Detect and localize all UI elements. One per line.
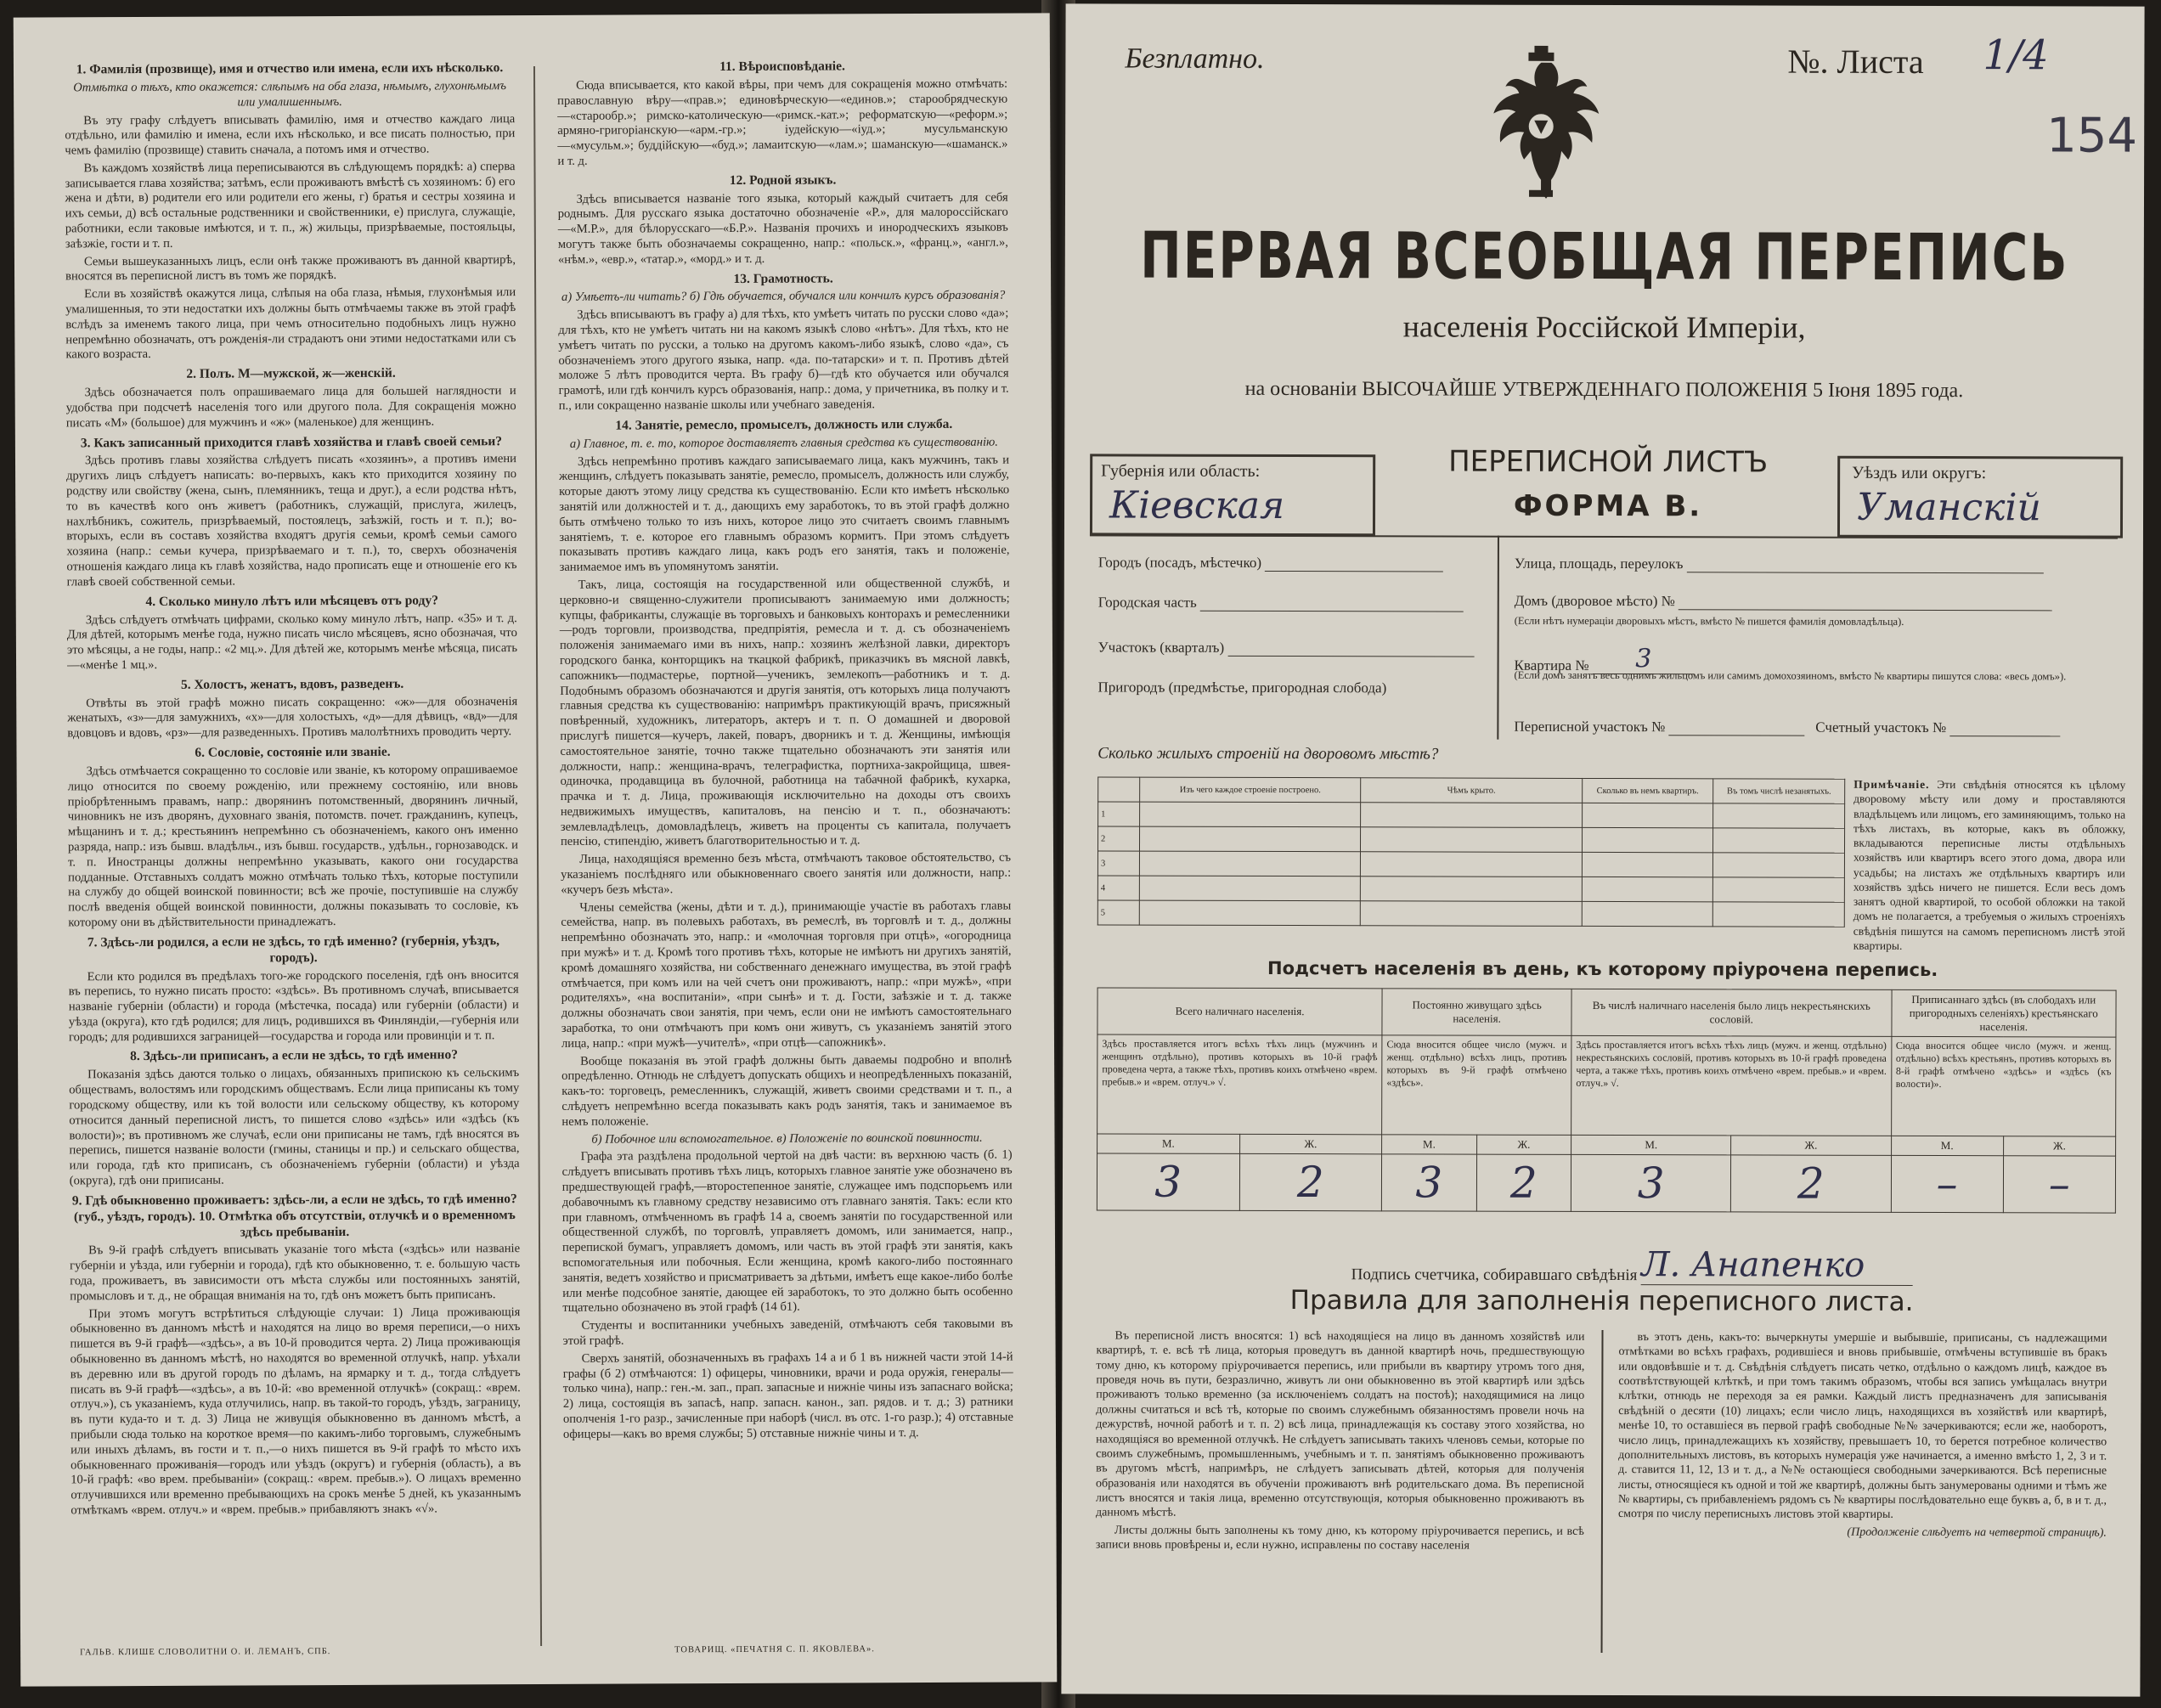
count-value[interactable]: 2 (1239, 1153, 1382, 1210)
sex-column-label: Ж. (1476, 1135, 1571, 1154)
rules-column-2 (1618, 1330, 2107, 1543)
instruction-paragraph: Студенты и воспитанники учебныхъ заведеній, отмѣчаютъ себя таковыми въ этой графѣ. (562, 1316, 1013, 1348)
instruction-paragraph: Сверхъ занятій, обозначенныхъ въ графахъ 14 а и б 1 въ нижней части этой 14-й графы (б 2) отмѣчаются: 1) офицеры, чиновники, врачи и рода оружія, генералы—только чина), напр.: ген.-м. зап., прап. запасные и нижніе чины изъ запаснаго войска; 2) лица, состоящія въ запасѣ, напр. запасн. канон., зап. рядов. и т. д.; 3) ратники ополченія 1-го разр., зачисленные при наборѣ (числ. въ отс. 1-го разр.); 4) отставные офицеры—какъ во время службы; 5) отставные нижніе чины и т. д. (562, 1350, 1013, 1441)
dwelling-count-question: Сколько жилыхъ строеній на дворовомъ мѣстѣ? (1097, 744, 1439, 764)
document-title: ПЕРВАЯ ВСЕОБЩАЯ ПЕРЕПИСЬ (1140, 217, 2069, 296)
legal-basis-line: на основаніи ВЫСОЧАЙШЕ УТВЕРЖДЕННАГО ПОЛОЖЕНІЯ 5 Іюня 1895 года. (1244, 377, 1964, 403)
instruction-paragraph: Если въ хозяйствѣ окажутся лица, слѣпыя на оба глаза, нѣмыя, глухонѣмыя или умалишенныя, то эти недостатки ихъ должны быть отмѣчаемы также въ этой графѣ вслѣдъ за именемъ такого лица, при чемъ относительно подобныхъ лицъ нужно непремѣнно обозначать, отъ рожденія-ли страдаютъ они этими недостатками или съ какого возраста. (65, 285, 516, 362)
instruction-paragraph: Здѣсь отмѣчается сокращенно то сословіе или званіе, къ которому опрашиваемое лицо относится по своему рожденію, или прежнему состоянію, или вновь пріобрѣтеннымъ правамъ, напр.: дворянинъ потомственный, дворянинъ личный, чиновникъ не изъ дворянъ, духовнаго званія, потомств. почет. гражданинъ, купецъ, мѣщанинъ и т. д.; крестьянинъ непремѣнно съ обозначеніемъ, какого онъ именно разряда, напр.: изъ бывш. владѣльч., изъ бывш. государств., удѣльн., горнозаводск. и т. п. Иностранцы должны непремѣнно указывать, какого они государства подданные. Отставныхъ солдатъ можно отмѣчать только тѣхъ, которые поступили на службу до общей воинской повинности; всѣ же прочіе, поступившіе на службу послѣ введенія общей воинской повинности, должны показывать то сословіе, къ которому они въ дѣйствительности принадлежатъ. (67, 763, 519, 930)
count-description: Здѣсь проставляется итогъ всѣхъ тѣхъ лицъ (мужчинъ и женщинъ отдѣльно), противъ которыхъ въ 10-й графѣ проведена черта, а также тѣхъ, противъ коихъ отмѣчено «врем. пребыв.» и «врем. отлуч.» √. (1097, 1034, 1382, 1135)
rules-divider (1601, 1330, 1604, 1653)
instruction-paragraph: При этомъ могутъ встрѣтиться слѣдующіе случаи: 1) Лица проживающія обыкновенно въ данномъ мѣстѣ и находятся на лицо во время переписи,—о нихъ пишется въ 9-й графѣ—«здѣсь», а въ 10-й проводится черта. 2) Лица проживающія обыкновенно въ данномъ мѣстѣ, но находятся во временной отлучкѣ, напр. уѣхали въ деревню или въ другой городъ по дѣламъ, на ярмарку и т. д., тогда слѣдуетъ писать въ 9-й графѣ—«здѣсь», а въ 10-й: «во временной отлучкѣ» (сокращ.: «врем. отлуч.»), съ указаніемъ, куда отлучились, напр. въ такой-то городъ, уѣздъ, заграницу, въ пути куда-то и т. д. 3) Лица не живущія обыкновенно въ данномъ мѣстѣ, а прибыли сюда только на короткое время—по какимъ-либо торговымъ, служебнымъ или иныхъ дѣламъ, въ гости и т. п.,—о нихъ пишется въ 9-й графѣ то мѣсто ихъ обыкновеннаго проживанія—городъ или уѣздъ (округъ) и губернія (область), а въ 10-й графѣ: «во врем. пребываніи» (сокращ.: «врем. пребыв.»). О лицахъ временно отлучившихся или временно пребывающихъ на срокъ менѣе 5 дней, къ указаннымъ отмѣткамъ «врем. отлуч.» и «врем. пребыв.» прибавляютъ знакъ «√». (70, 1305, 522, 1518)
right-page (1061, 3, 2144, 1696)
buildings-cell[interactable] (1139, 900, 1360, 926)
count-value[interactable]: 3 (1382, 1154, 1477, 1211)
instruction-paragraph: Здѣсь непремѣнно противъ каждаго записываемаго лица, какъ мужчинъ, такъ и женщинъ, слѣдуетъ показывать занятіе, ремесло, промыселъ, должность или службу, которые даютъ этому лицу средства къ существованію. Если кто имѣетъ нѣсколько занятій или должностей и т. д., дающихъ ему заработокъ, то въ этой графѣ должно быть отмѣчено только то изъ нихъ, которое лицо это считаетъ своимъ главнымъ занятіемъ, т. е. которое его главнымъ образомъ кормитъ. При этомъ слѣдуетъ показывать противъ каждаго лица, какъ родъ его занятія, такъ и положеніе, занимаемое имъ въ упомянутомъ занятіи. (559, 453, 1010, 575)
note-title: Примѣчаніе. (1853, 777, 1930, 792)
sex-column-label: Ж. (1731, 1136, 1891, 1155)
count-description: Здѣсь проставляется итогъ всѣхъ тѣхъ лицъ (мужч. и женщ. отдѣльно) некрестьянскихъ сословій, противъ которыхъ въ 10-й графѣ проведена черта, а также тѣхъ, противъ коихъ отмѣчено «врем. пребыв.» и «врем. отлуч.» √. (1571, 1035, 1892, 1136)
guberniya-box (1090, 454, 1375, 536)
census-area-field: Переписной участокъ № Счетный участокъ № (1514, 719, 2060, 737)
buildings-cell[interactable] (1582, 901, 1713, 926)
buildings-row (1098, 802, 1845, 828)
rules-column-1 (1096, 1328, 1585, 1556)
section-subheading: Отмѣтка о тѣхъ, кто окажется: слѣпымъ на оба глаза, нѣмымъ, глухонѣмымъ или умалишеннымъ. (73, 79, 506, 110)
address-section-divider (1497, 536, 1499, 740)
instruction-paragraph: Графа эта раздѣлена продольной чертой на двѣ части: въ верхнюю часть (б. 1) слѣдуетъ вписывать противъ тѣхъ лицъ, которыхъ главное занятіе уже обозначено въ предшествующей графѣ,—второстепенное занятіе, служащее имъ подспорьемъ или добавочнымъ къ главному средству независимо отъ главнаго занятія. Такъ: если кто при главномъ, отмѣченномъ въ графѣ 14 а, своемъ занятіи по государственной или общественной службѣ, по торговлѣ, управляетъ домомъ, или занимается, напр., перепиской бумагъ, управляетъ домомъ, или часть въ этой графѣ эти занятія, какъ вспомогательныя или побочныя. Если женщина, кромѣ какого-либо постояннаго занятія, ведетъ хозяйство и присматриваетъ за дѣтьми, имѣетъ еще какое-либо болѣе или менѣе подсобное занятіе, дающее ей заработокъ, то это должно быть особенно тщательно обозначено въ этой графѣ (14 б1). (561, 1147, 1013, 1316)
section-heading: 5. Холостъ, женатъ, вдовъ, разведенъ. (180, 676, 404, 692)
imperial-eagle-emblem-icon (1481, 46, 1601, 211)
buildings-cell[interactable] (1361, 901, 1582, 927)
printer-credit-right: ТОВАРИЩ. «ПЕЧАТНЯ С. П. ЯКОВЛЕВА». (674, 1644, 875, 1655)
count-value[interactable]: 2 (1731, 1155, 1891, 1212)
buildings-row-number: 4 (1097, 876, 1139, 900)
town-field: Городъ (посадъ, мѣстечко) (1098, 554, 1443, 572)
buildings-cell[interactable] (1361, 877, 1582, 902)
document-subtitle: населенія Россійской Имперіи, (1402, 309, 1806, 345)
count-value[interactable]: – (1891, 1155, 2003, 1212)
buildings-note (1853, 777, 2126, 954)
instruction-paragraph: Здѣсь слѣдуетъ отмѣчать цифрами, сколько кому минуло лѣтъ, напр. «35» и т. д. Для дѣтей, которымъ менѣе года, нужно писать число мѣсяцевъ, ясно обозначая, что это мѣсяцы, а не годы, напр.: «2 мц.». Для дѣтей же, которымъ менѣе мѣсяца, писать—«менѣе 1 мц.». (66, 611, 517, 673)
free-of-charge-label: Безплатно. (1125, 42, 1265, 75)
buildings-row-number: 2 (1097, 826, 1139, 851)
rules-paragraph: Въ переписной листъ вносятся: 1) всѣ находящіеся на лицо въ данномъ хозяйствѣ или квартирѣ, т. е. всѣ тѣ лица, которыя проведутъ въ данной квартирѣ ночь, предшествующую тому дню, къ которому пріурочивается перепись, или прибыли въ квартиру утромъ того дня, проведя ночь въ пути, безразлично, живутъ ли они обыкновенно въ этой квартирѣ или здѣсь проживаютъ только временно (за исключеніемъ солдатъ на постоѣ); находящимися на лицо должны считаться и всѣ тѣ, которые по своимъ служебнымъ обязанностямъ провели ночь на дежурствѣ, ночной работѣ и т. п. 2) всѣ лица, принадлежащія къ составу этого хозяйства, но находящіяся во временной отлучкѣ. Не слѣдуетъ записывать такихъ членовъ семьи, которые по своимъ служебнымъ, промышленнымъ, учебнымъ и т. п. занятіямъ обыкновенно проживаютъ въ другомъ мѣстѣ, напримѣръ, не слѣдуетъ записывать дѣтей, которыя для полученія образованія или находятся въ обученіи проживаютъ внѣ родительскаго дома. Въ переписной листъ вносятся и такія лица, временно отсутствующія, которыя обыкновенно проживаютъ въ данномъ мѣстѣ. (1095, 1329, 1585, 1519)
sex-column-label: Ж. (1239, 1134, 1382, 1153)
section-heading: 7. Здѣсь-ли родился, а если не здѣсь, то гдѣ именно? (губернія, уѣздъ, городъ). (87, 933, 500, 965)
instruction-paragraph: Здѣсь вписывается названіе того языка, который каждый считаетъ для себя роднымъ. Для русскаго языка достаточно обозначеніе «Р.», для малороссійскаго—«М.Р.», для бѣлорусскаго—«Б.Р.». Названія прочихъ и инородческихъ языковъ могутъ также быть обозначаемы сокращенно, напр.: «польск.», «франц.», «англ.», «нѣм.», «евр.», «татар.», «морд.» и т. д. (557, 190, 1008, 267)
buildings-cell[interactable] (1582, 877, 1713, 901)
instruction-paragraph: Лица, находящіяся временно безъ мѣста, отмѣчаютъ таковое обстоятельство, съ указаніемъ послѣдняго или обыкновеннаго своего занятія или должности, напр.: «кучеръ безъ мѣста». (561, 850, 1012, 897)
instruction-paragraph: Въ каждомъ хозяйствѣ лица переписываются въ слѣдующемъ порядкѣ: а) сперва записывается глава хозяйства; затѣмъ, если проживаютъ вмѣстѣ съ хозяиномъ: б) его жена и дѣти, в) родители его или родители его жены, г) братья и сестры хозяина и ихъ семьи, д) всѣ остальные родственники и свойственники, е) прислуга, служащіе, работники, если таковые имѣются, и т. п., ж) жильцы, призрѣваемые, постояльцы, заѣзжіе, гости и т. п. (65, 159, 516, 251)
buildings-header: Сколько въ немъ квартиръ. (1582, 778, 1713, 803)
buildings-header: Изъ чего каждое строеніе построено. (1140, 777, 1361, 803)
buildings-cell[interactable] (1713, 853, 1845, 877)
instruction-paragraph: Отвѣты въ этой графѣ можно писать сокращенно: «ж»—для обозначенія женатыхъ, «з»—для замужнихъ, «х»—для холостыхъ, «д»—для дѣвицъ, «вд»—для вдовцовъ и вдовъ, «рз»—для разведенныхъ. Противъ малолѣтнихъ проводить черту. (67, 694, 518, 741)
count-value[interactable]: 3 (1571, 1154, 1730, 1211)
buildings-row (1097, 826, 1844, 853)
note-body: Эти свѣдѣнія относятся къ цѣлому дворовому мѣсту или дому и проставляются владѣльцемъ или лицомъ, его заминяющимъ, только на тѣхъ листахъ, въ которые, какъ въ обложку, вкладываются переписные листы отдѣльныхъ хозяйствъ или квартиръ всего этого дома, двора или усадьбы; на листахъ же отдѣльныхъ квартиръ или хозяйствъ здѣсь ничего не пишется. Если весь домъ занятъ одной квартирой, то особой обложки на такой домъ не полагается, а требуемыя о жилыхъ строеніяхъ свѣдѣнія пишутся на самомъ переписномъ листѣ этой квартиры. (1853, 778, 2126, 952)
uezd-value: Уманскій (1856, 485, 2041, 530)
apartment-note: (Если домъ занятъ весь однимъ жильцомъ или самимъ домохозяиномъ, вмѣсто № квартиры пишутся слова: «весь домъ»). (1514, 668, 2067, 683)
instruction-paragraph: Въ эту графу слѣдуетъ вписывать фамилію, имя и отчество каждаго лица отдѣльно, или фамилію и имена, если ихъ нѣсколько, и все писать полностью, при чемъ фамилію (прозвище) ставить сначала, а потомъ имя и отчество. (65, 111, 516, 158)
sex-column-label: М. (1382, 1135, 1477, 1154)
instruction-paragraph: Здѣсь вписываютъ въ графу а) для тѣхъ, кто умѣетъ читать по русски слово «да»; для тѣхъ, кто не умѣетъ читать ни на какомъ языкѣ слово «нѣтъ». Для тѣхъ, кто не умѣетъ читать по русски, а только на другомъ какомъ-либо языкѣ, слово «да», съ обозначеніемъ этого другого языка, напр. «да. по-татарски» и т. п. Противъ дѣтей моложе 5 лѣтъ проводится черта. Въ графу б)—гдѣ кто обучается или обучался грамотѣ, или гдѣ кончилъ курсъ образованія, напр.: дома, у причетника, въ полку и т. п., или сокращенно названіе школы или учебнаго заведенія. (558, 306, 1009, 413)
guberniya-label: Губернія или область: (1101, 461, 1261, 481)
buildings-table (1097, 776, 1845, 927)
buildings-row (1097, 900, 1844, 927)
section-subheading: а) Умѣетъ-ли читать? б) Гдѣ обучается, обучался или кончилъ курсъ образованія? (561, 289, 1006, 305)
rules-paragraph: Листы должны быть заполнены къ тому дню, къ которому пріурочивается перепись, и всѣ записи вновь провѣрены и, если нужно, исправлены по составу населенія (1095, 1524, 1584, 1553)
column-divider (533, 66, 542, 1646)
guberniya-value: Кіевская (1109, 483, 1285, 528)
printer-credit-left: ГАЛЬВ. КЛИШЕ СЛОВОЛИТНИ О. И. ЛЕМАНЪ, СПБ. (80, 1647, 331, 1658)
street-field: Улица, площадь, переулокъ (1515, 555, 2044, 574)
uezd-box (1837, 456, 2123, 538)
instruction-paragraph: Сюда вписывается, кто какой вѣры, при чемъ для сокращенія можно отмѣчать: православную вѣру—«прав.»; единовѣрческую—«единов.»; старообрядческую—«старообр.»; римско-католическую—«римск.-кат.»; реформатскую—«реформ.»; армяно-григоріанскую—«арм.-гр.»; іудейскую—«іуд.»; мусульманскую—«мусульм.»; буддійскую—«буд.»; ламаитскую—«лам.»; шаманскую—«шаманск.» и т. д. (557, 76, 1008, 168)
suburb-field: Пригородъ (предмѣстье, пригородная слобода) (1097, 679, 1387, 696)
sex-column-label: Ж. (2003, 1136, 2115, 1156)
sex-column-label: М. (1571, 1135, 1731, 1154)
city-district-field: Городская часть (1098, 594, 1464, 612)
buildings-cell[interactable] (1361, 827, 1582, 853)
house-note: (Если нѣтъ нумераціи дворовыхъ мѣстъ, вмѣсто № пишется фамилія домовладѣльца). (1514, 614, 1904, 628)
instruction-paragraph: Если кто родился въ предѣлахъ того-же городского поселенія, гдѣ онъ вносится въ перепись, то нужно писать просто: «здѣсь». Въ противномъ случаѣ, вписывается названіе губерніи (области) и города (мѣстечка, посада) или губерніи (области) и уѣзда (округа), кто гдѣ родился; для лицъ, родившихся въ Финляндіи,—губернія или городъ; для родившихся заграницей—государства и города или провинціи и т. п. (68, 967, 519, 1045)
rules-title: Правила для заполненія переписного листа. (1289, 1285, 1914, 1317)
house-field: Домъ (дворовое мѣсто) № (1515, 593, 2052, 612)
buildings-cell[interactable] (1361, 852, 1582, 877)
apartment-value: 3 (1593, 644, 1695, 674)
count-header: Въ числѣ наличнаго населенія было лицъ некрестьянскихъ сословій. (1571, 989, 1892, 1036)
rules-continued-note: (Продолженіе слѣдуетъ на четвертой страницѣ). (1847, 1525, 2107, 1540)
sheet-number-handwritten: 1/4 (1983, 31, 2049, 80)
precinct-field: Участокъ (кварталъ) (1098, 639, 1475, 657)
population-count-title: Подсчетъ населенія въ день, къ которому пріурочена перепись. (1267, 957, 1938, 981)
buildings-row-number: 3 (1097, 851, 1139, 876)
buildings-cell[interactable] (1361, 803, 1582, 828)
count-value[interactable]: 3 (1097, 1153, 1239, 1210)
buildings-cell[interactable] (1139, 826, 1360, 852)
instruction-paragraph: Въ 9-й графѣ слѣдуетъ вписывать указаніе того мѣста («здѣсь» или названіе губерніи и уѣзда, или губерніи и города), гдѣ кто обыкновенно, т. е. большую часть года, проживаетъ, въ зависимости отъ мѣста службы или постоянныхъ занятій, промысловъ и т. д., не обращая вниманія на то, гдѣ онъ можетъ быть приписанъ. (70, 1242, 521, 1304)
signature-value: Л. Анапенко (1641, 1245, 1913, 1286)
instruction-paragraph: Семьи вышеуказанныхъ лицъ, если онѣ также проживаютъ въ данной квартирѣ, вносятся въ переписной листъ въ томъ же порядкѣ. (65, 252, 516, 284)
count-description: Сюда вносится общее число (мужч. и женщ. отдѣльно) всѣхъ лицъ, противъ которыхъ въ 9-й графѣ отмѣчено «здѣсь». (1382, 1035, 1571, 1136)
section-heading: 8. Здѣсь-ли приписанъ, а если не здѣсь, то гдѣ именно? (130, 1047, 458, 1064)
instruction-paragraph: Показанія здѣсь даются только о лицахъ, обязанныхъ припискою къ сельскимъ обществамъ, волостямъ или городскимъ обществамъ. Если лица приписаны къ тому городскому обществу, или къ той волости или сельскому обществу, къ которому относится данный переписной листъ, то пишется слово «здѣсь» или «здѣсь (къ волости)»; въ противномъ же случаѣ, если они приписаны не тамъ, гдѣ вносятся въ перепись, пишется названіе волости (гмины, станицы и пр.) и сельскаго общества, или города, гдѣ кто приписанъ, съ обозначеніемъ губерніи (области) и уѣзда (округа), гдѣ они приписаны. (69, 1066, 520, 1188)
sheet-number-label: №. Листа (1787, 42, 1924, 81)
left-page (14, 13, 1058, 1686)
buildings-row-number: 1 (1098, 802, 1140, 826)
form-label: ФОРМА В. (1513, 488, 1703, 524)
section-heading: 13. Грамотность. (733, 271, 833, 286)
buildings-cell[interactable] (1713, 902, 1845, 927)
section-heading: 9. Гдѣ обыкновенно проживаетъ: здѣсь-ли, а если не здѣсь, то гдѣ именно? (губ., уѣздъ, городъ). 10. Отмѣтка объ отсутствіи, отлучкѣ и о временномъ здѣсь пребываніи. (71, 1191, 517, 1240)
section-heading: 11. Вѣроисповѣданіе. (719, 59, 845, 75)
count-header: Постоянно живущаго здѣсь населенія. (1382, 989, 1571, 1036)
buildings-cell[interactable] (1713, 828, 1845, 853)
buildings-header: Чѣмъ крыто. (1361, 778, 1582, 803)
page-number-handwritten: 154 (2046, 108, 2138, 164)
buildings-row (1097, 876, 1844, 902)
uezd-label: Уѣздъ или округъ: (1852, 463, 1987, 483)
section-heading: 2. Полъ. М—мужской, ж—женскій. (186, 365, 396, 382)
buildings-cell[interactable] (1713, 877, 1845, 902)
buildings-cell[interactable] (1582, 852, 1713, 877)
population-count-table (1097, 987, 2117, 1213)
sex-column-label: М. (1097, 1134, 1240, 1153)
section-subheading: б) Побочное или вспомогательное. в) Положеніе по воинской повинности. (591, 1130, 983, 1147)
section-subheading: а) Главное, т. е. то, которое доставляетъ главныя средства къ существованію. (569, 435, 998, 451)
buildings-header-no (1098, 777, 1140, 802)
instruction-paragraph: Члены семейства (жены, дѣти и т. д.), принимающіе участіе въ работахъ главы семейства, напр. въ полевыхъ работахъ, въ ремеслѣ, въ торговлѣ и т. д., должны непремѣнно обозначать это, напр.: и «молочная торговля при отцѣ», «огородница при мужѣ» и т. д. Кромѣ того противъ тѣхъ, которые не имѣютъ ни другихъ занятій, кромѣ домашняго хозяйства, ни собственнаго денежнаго имущества, въ этой графѣ отмѣчается, при комъ или на чей счетъ они проживаютъ, напр.: «при мужѣ», «при родителяхъ», «на воспитаніи», «при сынѣ» и т. д. Гости, заѣзжіе и т. д. также должны обозначать свои занятія, при чемъ, если они не имѣютъ самостоятельнаго заработка, то они отмѣчаютъ при комъ они живутъ, съ указаніемъ занятій этого лица, напр.: «при мужѣ—учителѣ», «при отцѣ—сапожникѣ». (561, 899, 1012, 1051)
count-header: Всего наличнаго населенія. (1097, 988, 1382, 1035)
count-value[interactable]: – (2003, 1156, 2115, 1213)
rules-paragraph: въ этотъ день, какъ-то: вычеркнуты умершіе и выбывшіе, приписаны, съ надлежащими отмѣтками во всѣхъ графахъ, родившіеся и вновь прибывшіе, отмѣчены вступившіе въ бракъ или овдовѣвшіе и т. д. Свѣдѣнія слѣдуетъ писать четко, отдѣльно о каждомъ лицѣ, каждое въ соотвѣтствующей клѣткѣ, и при томъ такимъ образомъ, чтобы вся запись умѣщалась внутри клѣтки, отнюдь не переходя за ея рамки. Каждый листъ предназначенъ для записыванія свѣдѣній о десяти (10) лицахъ; если число лицъ, находящихся въ хозяйствѣ или квартирѣ, менѣе 10, то оставшіеся въ первой графѣ свободные №№ зачеркиваются; если же, наоборотъ, число лицъ, принадлежащихъ къ хозяйству, превышаетъ 10, то берется потребное количество дополнительныхъ листовъ, въ которыхъ нумерація уже начинается, а именно вмѣсто 1, 2, 3 и т. д. ставится 11, 12, 13 и т. д., а №№ остающіеся свободными зачеркиваются. Всѣ переписные листы, относящіеся къ одной и той же квартирѣ, должны быть занумерованы одними и тѣмъ же № квартиры, съ прибавленіемъ рядомъ съ № квартиры послѣдовательно еще буквъ а, б, в и т. д., смотря по числу переписныхъ листовъ этой квартиры. (1617, 1331, 2107, 1522)
instructions-column-2 (557, 54, 1013, 1446)
buildings-cell[interactable] (1139, 802, 1360, 827)
count-value[interactable]: 2 (1476, 1154, 1571, 1211)
count-description: Сюда вносится общее число (мужч. и женщ. отдѣльно) всѣхъ крестьянъ, противъ которыхъ въ 8-й графѣ отмѣчено «здѣсь» и «здѣсь (къ волости)». (1891, 1036, 2116, 1136)
section-heading: 6. Сословіе, состояніе или званіе. (195, 744, 391, 760)
instruction-paragraph: Здѣсь обозначается полъ опрашиваемаго лица для большей наглядности и удобства при подсчетѣ населенія того или другого пола. Для сокращенія можно писать «М» (большое) для мужчинъ и «ж» (маленькое) для женщинъ. (65, 384, 516, 431)
buildings-cell[interactable] (1582, 803, 1713, 827)
signature-line (1351, 1244, 1914, 1286)
buildings-header: Въ томъ числѣ незанятыхъ. (1713, 779, 1845, 803)
apartment-field: Квартира № 3 (1515, 644, 1695, 675)
instruction-paragraph: Здѣсь противъ главы хозяйства слѣдуетъ писать «хозяинъ», а противъ имени другихъ лицъ слѣдуетъ написать: во-первыхъ, какъ кто приходится хозяину по родству или свойству (жена, сынъ, племянникъ, теща и друг.), а если родства нѣтъ, то въ качествѣ кого онъ живетъ (работникъ, служащій, прислуга, жилецъ, нахлѣбникъ, сожитель, призрѣваемый, постоялецъ, заѣзжій, гость и т. п.); во-вторыхъ, если въ составъ хозяйства входятъ другія семьи, кромѣ семьи самого хозяина (напр.: семьи кучера, призрѣваемаго и т. п.), то, сверхъ обозначенія отношенія каждаго лица къ главѣ хозяйства, надо прописать еще и отношеніе его къ главѣ своей собственной семьи. (66, 452, 517, 589)
instruction-paragraph: Такъ, лица, состоящія на государственной или общественной службѣ, и церковно-и священно-служители прописываютъ занимаемую ими должность; купцы, фабриканты, служащіе въ торговыхъ и банковыхъ конторахъ и ремесленники—родъ торговли, производства, предпріятія, ремесла и т. д. съ обозначеніемъ положенія занимаемаго ими въ нихъ, напр.: хозяинъ желѣзной лавки, директоръ городского банка, конторщикъ на ткацкой фабрикѣ, приказчикъ въ мясной лавкѣ, сапожникъ—подмастерье, портной—ученикъ, землекопъ—работникъ и т. д. Подобнымъ образомъ обозначаются и другія занятія, отъ которыхъ лица получаютъ главныя средства къ существованію: напримѣръ практикующій врачъ, присяжный повѣренный, художникъ, литераторъ, актеръ и т. п. О домашней и дворовой прислугѣ пишется—кучеръ, лакей, поваръ, дворникъ и т. д. Женщины, имѣющія самостоятельное занятіе, точно также тщательно обозначаютъ эти занятія или должности, напр.: женщина-врачъ, телеграфистка, портниха-закройщица, швея-одиночка, продавщица въ булочной, работница на табачной фабрикѣ, кухарка, прачка и т. д. Лица, проживающія исключительно на доходы отъ своихъ недвижимыхъ имуществъ, капиталовъ, на пенсію и т. п., обозначаютъ: землевладѣлецъ, домовладѣлецъ, живетъ на проценты съ капитала, получаетъ пенсію, стипендію, живетъ благотворительностью и т. д. (559, 576, 1011, 849)
section-heading: 12. Родной языкъ. (729, 172, 837, 188)
instructions-column-1 (65, 56, 522, 1521)
buildings-row (1097, 851, 1844, 877)
census-sheet-title: ПЕРЕПИСНОЙ ЛИСТЪ (1448, 444, 1769, 480)
section-heading: 4. Сколько минуло лѣтъ или мѣсяцевъ отъ роду? (145, 593, 438, 609)
section-heading: 3. Какъ записанный приходится главѣ хозяйства и главѣ своей семьи? (80, 433, 503, 450)
buildings-cell[interactable] (1582, 827, 1713, 852)
sex-column-label: М. (1891, 1136, 2003, 1155)
signature-label: Подпись счетчика, собиравшаго свѣдѣнія (1351, 1265, 1638, 1285)
section-heading: 14. Занятіе, ремесло, промыселъ, должность или служба. (615, 416, 953, 433)
buildings-row-number: 5 (1097, 900, 1139, 925)
buildings-cell[interactable] (1713, 803, 1845, 828)
count-header: Приписаннаго здѣсь (въ слободахъ или пригородныхъ селеніяхъ) крестьянскаго населенія. (1891, 989, 2116, 1037)
instruction-paragraph: Вообще показанія въ этой графѣ должны быть даваемы подробно и вполнѣ опредѣленно. Отнюдь не слѣдуетъ допускать общихъ и неопредѣленныхъ показаній, какъ-то: торговецъ, ремесленникъ, служащій, живетъ своими средствами и т. п., а слѣдуетъ непремѣнно всегда показывать какъ родъ занятія, такъ и занимаемое въ немъ положеніе. (561, 1052, 1013, 1129)
section-heading: 1. Фамилія (прозвище), имя и отчество или имена, если ихъ нѣсколько. (76, 60, 504, 77)
buildings-cell[interactable] (1139, 876, 1360, 901)
buildings-cell[interactable] (1139, 851, 1360, 877)
